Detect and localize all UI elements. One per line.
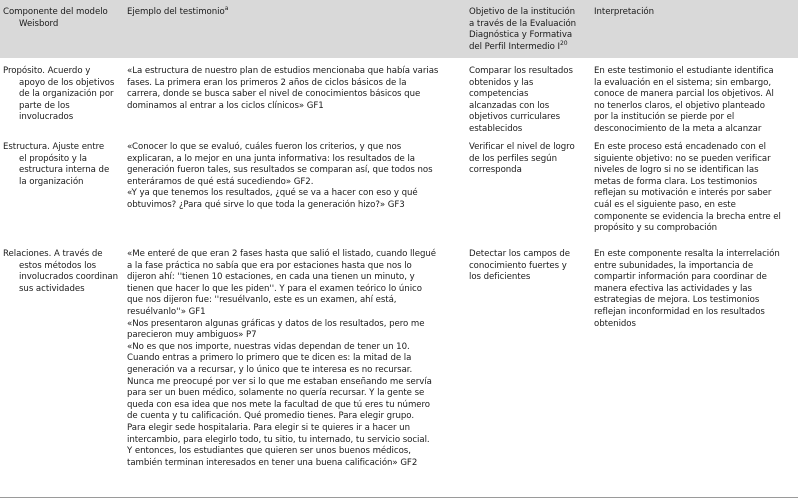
table-header xyxy=(0,0,798,58)
row-1-componente: Propósito. Acuerdo y apoyo de los objetivos de la organización por parte de los involucrados xyxy=(3,66,115,123)
row-3-objetivo: Detectar los campos de conocimiento fuertes y los deficientes xyxy=(469,249,570,283)
row-2-ejemplo: «Conocer lo que se evaluó, cuáles fueron los criterios, y que nos explicaran, a lo mejor en una junta informativa: los resultados de la generación fueron tales, sus resultados se comparan así, que todos nos enteráramos de qué está sucediendo» GF2. «Y ya que tenemos los resultados, ¿qué se va a hacer con eso y qué obtuvimos? ¿Para qué sirve lo que toda la generación hizo?» GF3 xyxy=(127,142,433,210)
row-1-objetivo: Comparar los resultados obtenidos y las competencias alcanzadas con los objetivos curriculares establecidos xyxy=(469,66,573,134)
row-3-ejemplo: «Me enteré de que eran 2 fases hasta que salió el listado, cuando llegué a la fase práctica no sabía que era por estaciones hasta que nos lo dijeron ahí: ''tienen 10 estaciones, en cada una tienen un minuto, y tienen que hacer lo que les piden''. Y para el examen teórico lo único que nos dijeron fue: ''resuélvanlo, este es un examen, ahí está, resuélvanlo''» GF1 «Nos presentaron algunas gráficas y datos de los resultados, pero me parecieron muy ambiguos» P7 «No es que nos importe, nuestras vidas dependan de tener un 10. Cuando entras a primero lo primero que te dicen es: la mitad de la generación va a recursar, y lo único que te interesa es no recursar. Nunca me preocupé por ver si lo que me estaban enseñando me servía para ser un buen médico, solamente no quería recursar. Y la gente se queda con esa idea que nos mete la facultad de que tú eres tu número de cuenta y tu calificación. Qué promedio tienes. Para elegir grupo. Para elegir sede hospitalaria. Para elegir si te quieres ir a hacer un intercambio, para elegirlo todo, tu sitio, tu internado, tu servicio social. Y entonces, los estudiantes que quieren ser unos buenos médicos, también terminan interesados en tener una buena calificación» GF2 xyxy=(127,249,437,468)
header-interpretacion: Interpretación xyxy=(594,7,655,17)
row-3-interpretacion: En este componente resalta la interrelación entre subunidades, la importancia de compartir información para coordinar de manera efectiva las actividades y las estrategias de mejora. Los testimonios reflejan inconformidad en los resultados obtenidos xyxy=(594,249,780,329)
row-2-objetivo: Verificar el nivel de logro de los perfiles según corresponda xyxy=(469,142,575,176)
row-3-componente: Relaciones. A través de estos métodos los involucrados coordinan sus actividades xyxy=(3,249,118,294)
row-2-componente: Estructura. Ajuste entre el propósito y la estructura interna de la organización xyxy=(3,142,110,187)
row-2-interpretacion: En este proceso está encadenado con el siguiente objetivo: no se pueden verificar niveles de logro si no se identifican las metas de forma clara. Los testimonios reflejan su motivación e interés por saber cuál es el siguiente paso, en este componente se evidencia la brecha entre el propósito y su comprobación xyxy=(594,142,781,234)
header-ejemplo: Ejemplo del testimonio$^a$ xyxy=(127,5,229,17)
header-objetivo: Objetivo de la institución a través de la Evaluación Diagnóstica y Formativa del Perfil Intermedio $I^{20}$ xyxy=(469,7,577,52)
header-componente: Componente del modelo Weisbord xyxy=(3,7,108,29)
row-1-ejemplo: «La estructura de nuestro plan de estudios mencionaba que había varias fases. La primera eran los primeros 2 años de ciclos básicos de la carrera, donde se busca saber el nivel de conocimientos básicos que dominamos al entrar a los ciclos clínicos» GF1 xyxy=(127,66,439,111)
row-1-interpretacion: En este testimonio el estudiante identifica la evaluación en el sistema; sin embargo, conoce de manera parcial los objetivos. Al no tenerlos claros, el objetivo planteado por la institución se pierde por el desconocimiento de la meta a alcanzar xyxy=(594,66,774,134)
